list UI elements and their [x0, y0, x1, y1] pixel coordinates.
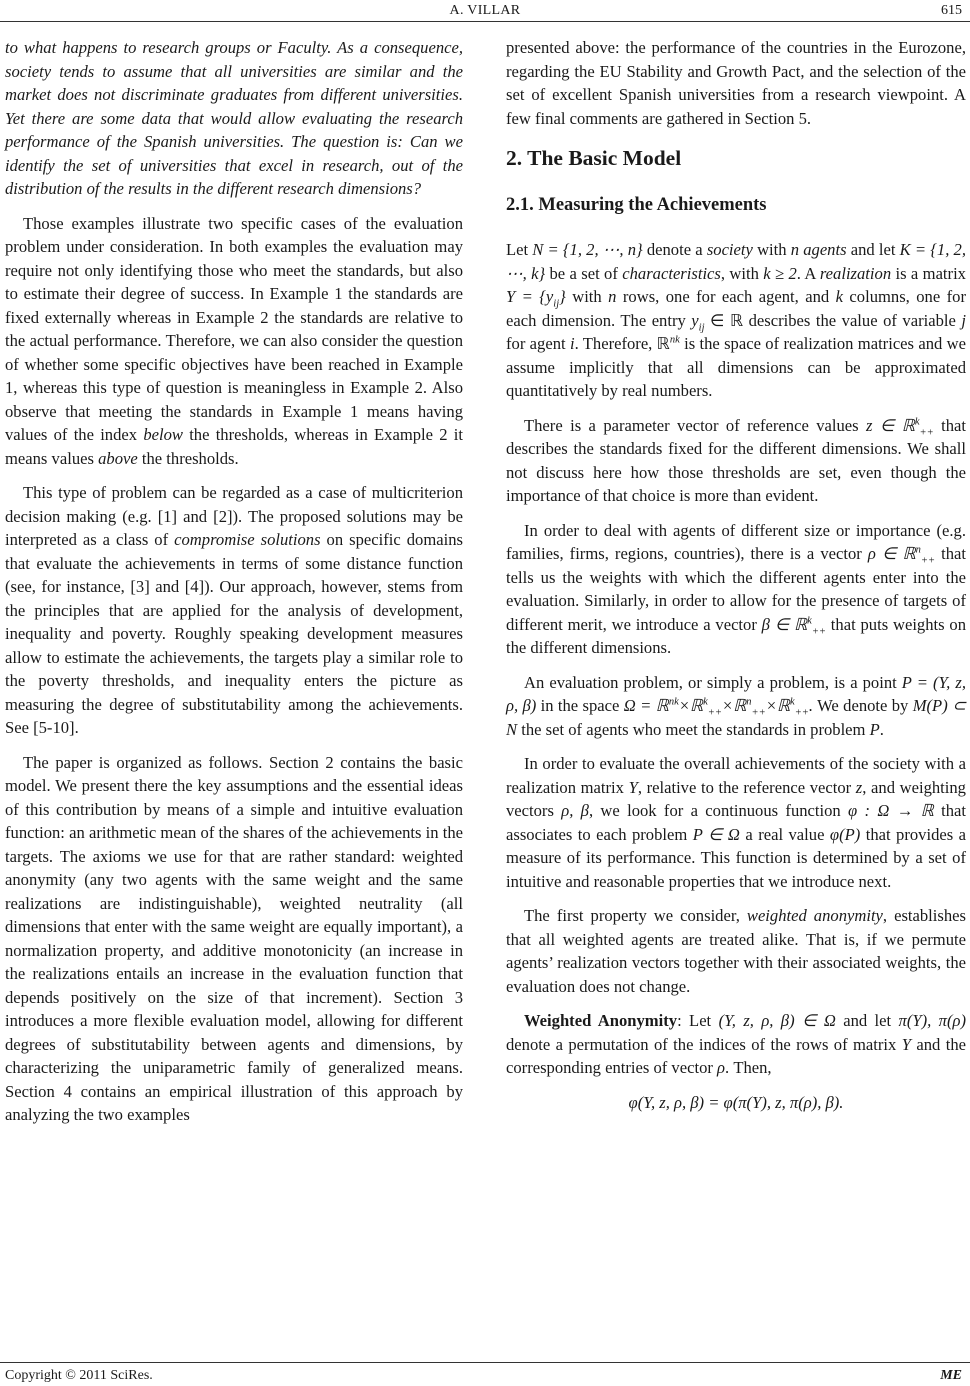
- math-k-geq-2: k ≥ 2: [763, 263, 797, 283]
- paragraph-examples: [5, 212, 463, 471]
- paragraph-evaluation-function: In order to evaluate the overall achievements of the society with a realization matrix Y, relative to the reference vector z, and weighting vectors ρ, β, we look for a continuous function φ : Ω → ℝ that associates to each problem P ∈ Ω a real value φ(P) that provides a measure of its performance. This function is determined by a set of intuitive and reasonable properties that we introduce next.: [506, 754, 966, 891]
- italic-question-text: to what happens to research groups or Faculty. As a consequence, society tends to assume that all universities are similar and the market does not discriminate graduates from different universities. Yet there are some data that would allow evaluating the research performance of the Spanish universities. The question is: Can we identify the set of universities that excel in research, out of the distribution of the results in the different research dimensions?: [5, 38, 463, 198]
- paragraph-intro-continuation: [5, 36, 463, 201]
- emphasis-compromise-solutions: compromise solutions: [174, 530, 321, 549]
- math-P: P: [869, 719, 880, 739]
- math-matrix-Y: $Y = \{y_{ij}\}$: [506, 287, 566, 310]
- copyright-notice: Copyright © 2011 SciRes.: [5, 1368, 153, 1383]
- math-i: i: [569, 334, 575, 353]
- paragraph-weights: In order to deal with agents of different size or importance (e.g. families, firms, regions, countries), there is a vector ρ ∈ ℝ$^n_{++}$ that tells us the weights with which the different agents enter into the evaluation. Similarly, in order to allow for the presence of targets of different merit, we introduce a vector β ∈ ℝ$^k_{++}$ that puts weights on the different dimensions.: [506, 520, 967, 657]
- emphasis-below: below: [143, 425, 183, 444]
- math-beta-in-Rk: β ∈ ℝ$^k_{++}$: [761, 614, 826, 637]
- math-Y: Y: [628, 777, 638, 797]
- emphasis-realization: realization: [819, 263, 892, 283]
- math-Y: Y: [901, 1034, 911, 1054]
- math-n: n: [790, 240, 800, 259]
- text: the thresholds, whereas in Example 2 it means values: [5, 425, 464, 468]
- emphasis-characteristics: characteristics: [622, 263, 721, 283]
- emphasis-society: society: [706, 240, 753, 259]
- math-rho-in-Rn: ρ ∈ ℝ$^n_{++}$: [867, 544, 936, 567]
- emphasis-above: above: [98, 448, 138, 468]
- paragraph-reference-values: There is a parameter vector of reference values z ∈ ℝ$^k_{++}$ that describes the standards fixed for the different dimensions. We shall not discuss here how those thresholds are set, even though the importance of that choice is more than evident.: [506, 415, 966, 505]
- left-column: [5, 36, 463, 1138]
- section-title: 2. The Basic Model: [506, 146, 682, 170]
- math-omega-space: Ω = ℝ$^{nk}$×ℝ$^k_{++}$×ℝ$^n_{++}$×ℝ$^k_{++}$.: [623, 696, 814, 719]
- emphasis-agents: agents: [799, 240, 847, 259]
- page-number: 615: [941, 3, 962, 18]
- paragraph-continuation: [506, 36, 966, 130]
- text: on specific domains that evaluate the achievements in terms of some distance function (see, for instance, [3] and [4]). Our approach, however, stems from the principles that are applied for the analysis of development, inequality and poverty. Roughly speaking development measures allow to estimate the achievements, the targets play a similar role to the poverty thresholds, and inequality enters the picture as measuring the degree of substitutability among the achievements. See [5-10].: [5, 530, 463, 737]
- math-permutations: π(Y), π(ρ): [898, 1011, 966, 1030]
- math-k: k: [835, 287, 843, 306]
- text: presented above: the performance of the countries in the Eurozone, regarding the EU Stability and Growth Pact, and the selection of the set of excellent Spanish universities from a research viewpoint. A few final comments are gathered in Section 5.: [506, 38, 966, 128]
- footer-rule: [0, 1362, 970, 1363]
- header-rule: [0, 21, 970, 22]
- math-M-of-P: M(P) ⊂ N: [506, 696, 966, 739]
- math-phi-map: φ : Ω → ℝ: [848, 801, 934, 820]
- math-phi-P: φ(P): [829, 824, 861, 844]
- math-n: n: [608, 287, 617, 306]
- math-P-tuple: P = (Y, z, ρ, β): [506, 672, 966, 715]
- journal-abbreviation: ME: [940, 1368, 962, 1383]
- right-column: [506, 36, 966, 1114]
- equation-weighted-anonymity: φ(Y, z, ρ, β) = φ(π(Y), z, π(ρ), β).: [628, 1092, 844, 1112]
- math-rho-beta: ρ, β: [561, 801, 589, 820]
- paragraph-definitions: Let N = {1, 2, ⋯, n} denote a society with n agents and let K = {1, 2, ⋯, k} be a set of characteristics, with k ≥ 2. A realization is a matrix $Y = \{y_{ij}\}$ with n rows, one for each agent, and k columns, one for each dimension. The entry $y_{ij}$ ∈ ℝ describes the value of variable j for agent i. Therefore, ℝ$^{nk}$ is the space of realization matrices and we assume implicitly that all dimensions can be approximated quantitatively by real numbers.: [506, 240, 966, 400]
- math-yij: $y_{ij}$ ∈ ℝ: [691, 310, 744, 333]
- subsection-title: 2.1. Measuring the Achievements: [506, 195, 767, 215]
- math-set-N: N = {1, 2, ⋯, n}: [532, 240, 643, 259]
- math-set-K: K = {1, 2, ⋯, k}: [506, 240, 966, 283]
- paragraph-weighted-anonymity-intro: The first property we consider, weighted anonymity, establishes that all weighted agents are treated alike. That is, if we permute agents’ realization vectors together with their associated weights, the evaluation does not change.: [506, 906, 966, 996]
- running-header: [0, 0, 970, 22]
- text: the thresholds.: [137, 448, 239, 468]
- math-j: j: [961, 310, 966, 330]
- math-rho: ρ: [717, 1058, 726, 1077]
- text: This type of problem can be regarded as a case of multicriterion decision making (e.g. [1] and [2]). The proposed solutions may be interpreted as a class of: [5, 483, 463, 549]
- emphasis-weighted-anonymity: weighted anonymity: [746, 906, 883, 925]
- paragraph-weighted-anonymity-axiom: Weighted Anonymity: Let (Y, z, ρ, β) ∈ Ω and let π(Y), π(ρ) denote a permutation of the indices of the rows of matrix Y and the corresponding entries of vector ρ. Then,: [506, 1011, 966, 1077]
- math-P-in-omega: P ∈ Ω: [692, 824, 740, 844]
- page-footer: [0, 1354, 970, 1386]
- math-Rnk: ℝ$^{nk}$: [656, 334, 680, 353]
- text: Those examples illustrate two specific cases of the evaluation problem under consideration. In both examples the evaluation may require not only identifying those who meet the standards, but also to estimate their degree of success. In Example 1 the standards are fixed externally whereas in Example 2 the standards are relative to the actual performance. Therefore, we can also consider the question of whether some specific objectives have been reached in Example 1, whereas this type of question is meaningless in Example 2. Also observe that meeting the standards in Example 1 means having values of the index: [5, 213, 463, 444]
- math-tuple-in-omega: (Y, z, ρ, β) ∈ Ω: [718, 1011, 836, 1030]
- running-head-author: A. VILLAR: [449, 3, 521, 18]
- paragraph-organization: [5, 751, 463, 1127]
- math-z: z: [855, 777, 863, 797]
- math-z-in-Rk: z ∈ ℝ$^k_{++}$: [866, 415, 934, 438]
- paragraph-multicriterion: [5, 481, 463, 740]
- paragraph-problem-definition: An evaluation problem, or simply a problem, is a point P = (Y, z, ρ, β) in the space Ω = ℝ$^{nk}$×ℝ$^k_{++}$×ℝ$^n_{++}$×ℝ$^k_{++}$. We denote by M(P) ⊂ N the set of agents who meet the standards in problem P.: [506, 672, 966, 739]
- text: The paper is organized as follows. Section 2 contains the basic model. We present there the key assumptions and the essential ideas of this contribution by means of a simple and intuitive evaluation function: an arithmetic mean of the shares of the achievements in the targets. The axioms we use for that are rather standard: weighted anonymity (any two agents with the same weight and the same realizations are indistinguishable), weighted neutrality (all dimensions that enter with the same weight are equally important), a normalization property, and additive monotonicity (an increase in the realizations entails an increase in the evaluation function that depends positively on the size of that increment). Section 3 introduces a more flexible evaluation model, allowing for different degrees of substitutability between agents and dimensions, by characterizing the uniparametric family of generalized means. Section 4 contains an empirical illustration of this approach by analyzing the two examples: [5, 752, 463, 1124]
- axiom-title: Weighted Anonymity: [524, 1011, 678, 1030]
